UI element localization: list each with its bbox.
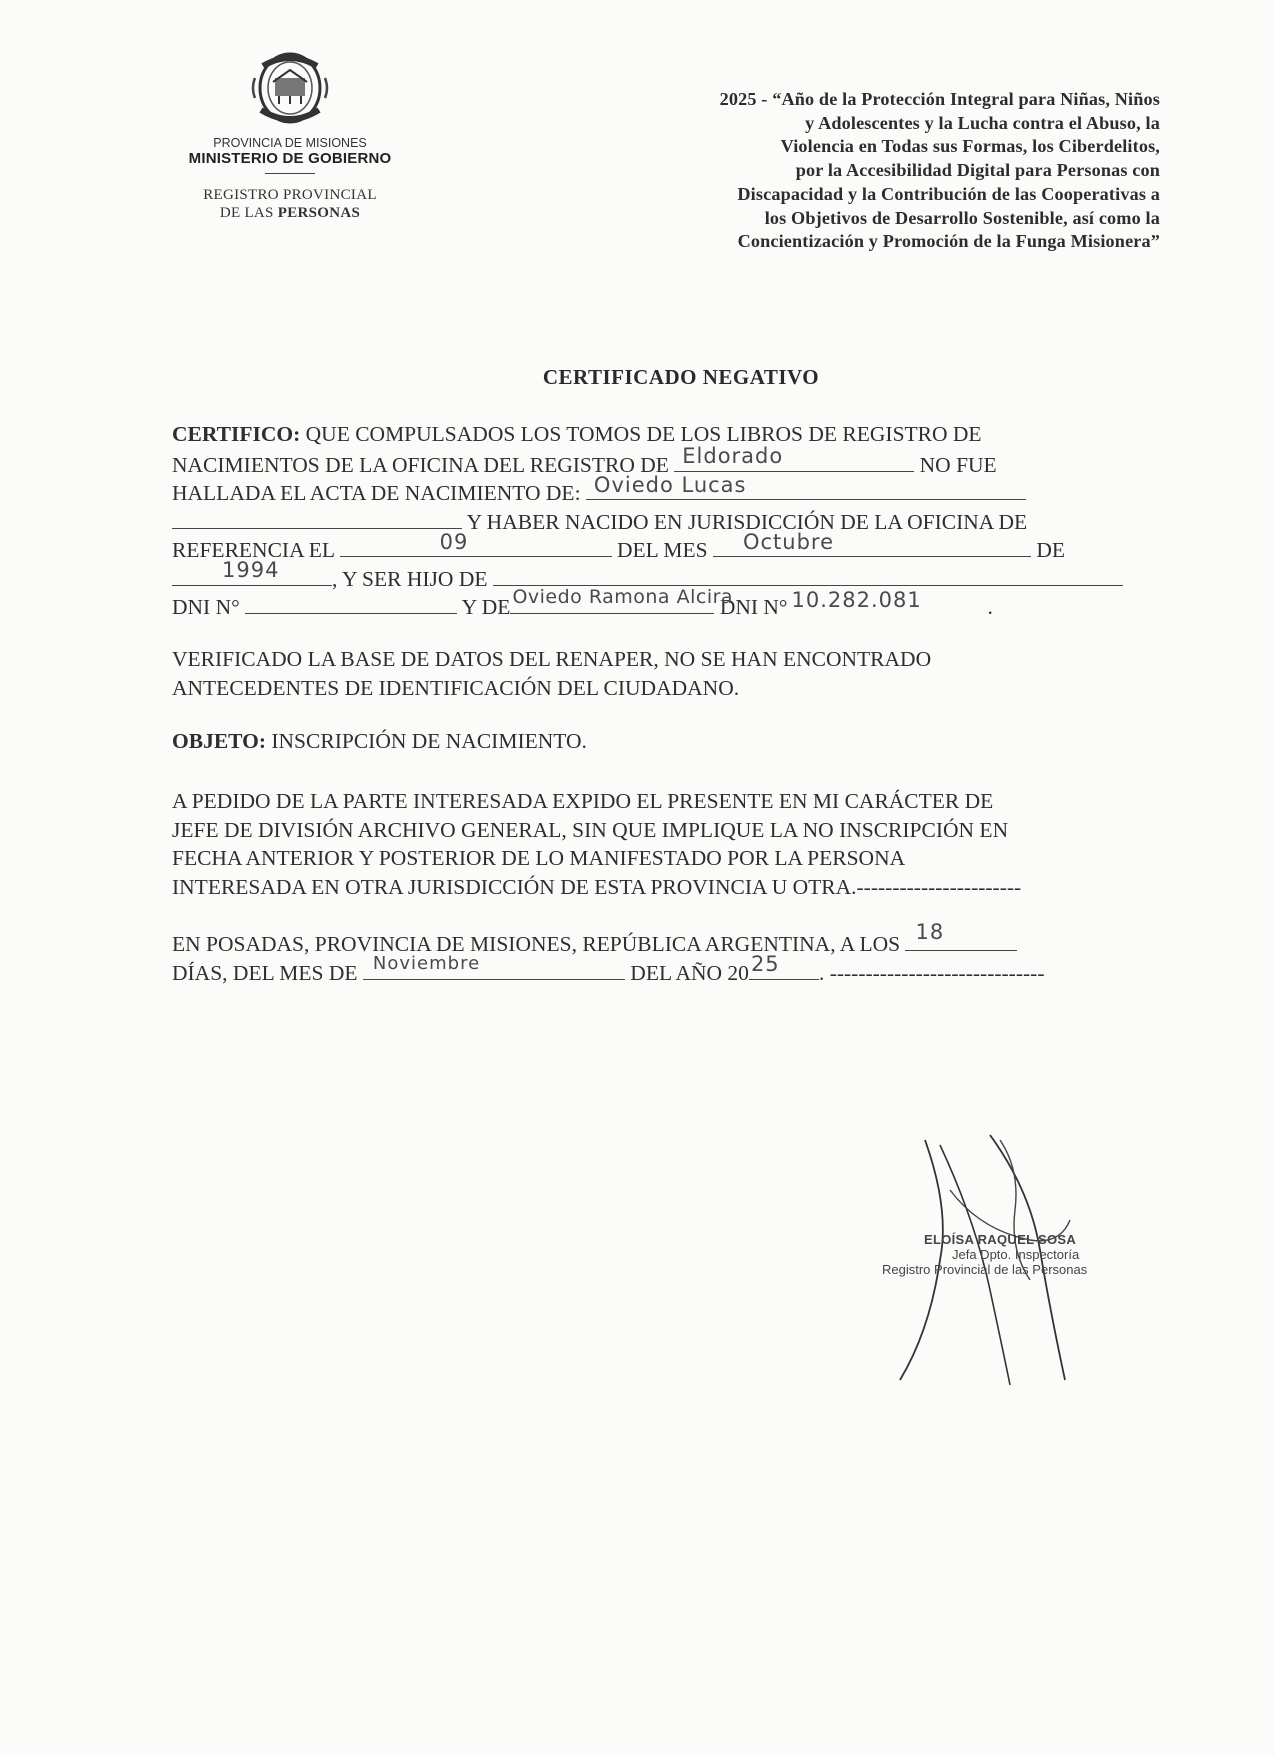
registry-line-2-prefix: DE LAS [219, 205, 274, 221]
certifico-text: NACIMIENTOS DE LA OFICINA DEL REGISTRO DE [172, 452, 669, 477]
motto-line: 2025 - “Año de la Protección Integral para Niñas, Niños [719, 89, 1160, 109]
objeto-block [172, 727, 1192, 756]
issue-year-field [749, 952, 819, 980]
date-text: DÍAS, DEL MES DE [172, 960, 358, 985]
certifico-text: DNI N° [719, 595, 788, 619]
birth-month-value: Octubre [742, 529, 834, 554]
pedido-line: A PEDIDO DE LA PARTE INTERESADA EXPIDO EL PRESENTE EN MI CARÁCTER DE [172, 789, 994, 813]
certifico-text: DEL MES [617, 538, 708, 562]
date-line-1 [172, 919, 1192, 957]
motto-line: y Adolescentes y la Lucha contra el Abuso, la [805, 112, 1160, 133]
registry-name [160, 186, 420, 222]
birth-day-value: 09 [439, 529, 469, 554]
mother-dni-field [788, 587, 988, 614]
person-name-field [586, 472, 1026, 500]
issue-month-value: Noviembre [372, 953, 481, 974]
birth-day-field [340, 529, 612, 557]
issue-month-field [363, 953, 625, 980]
certifico-text: HALLADA EL ACTA DE NACIMIENTO DE: [172, 481, 581, 505]
ministry-header [160, 48, 420, 222]
signature-stamp [882, 1232, 1087, 1277]
certifico-text: Y DE [461, 595, 511, 619]
issue-day-value: 18 [915, 919, 945, 944]
provincial-seal-icon [249, 48, 331, 128]
document-title: CERTIFICADO NEGATIVO [542, 365, 820, 389]
motto-line: Concientización y Promoción de la Funga Misionera” [737, 231, 1160, 252]
date-text: . ------------------------------ [818, 960, 1045, 985]
registry-office-value: Eldorado [682, 444, 784, 468]
certifico-text: , Y SER HIJO DE [332, 566, 488, 591]
renaper-line: ANTECEDENTES DE IDENTIFICACIÓN DEL CIUDADANO. [172, 675, 740, 700]
date-text: DEL AÑO 20 [630, 960, 749, 985]
mother-name-field [510, 585, 734, 614]
mother-name-value: Oviedo Ramona Alcira [512, 585, 734, 608]
objeto-text: INSCRIPCIÓN DE NACIMIENTO. [271, 729, 587, 753]
certifico-label: CERTIFICO: [172, 422, 301, 446]
person-name-value: Oviedo Lucas [593, 472, 747, 497]
pedido-line: FECHA ANTERIOR Y POSTERIOR DE LO MANIFESTADO POR LA PERSONA [172, 846, 906, 870]
certifico-line-4 [172, 506, 1192, 535]
renaper-block [172, 645, 1192, 702]
certifico-text: QUE COMPULSADOS LOS TOMOS DE LOS LIBROS DE REGISTRO DE [305, 422, 982, 446]
registry-line-2 [160, 204, 420, 222]
certifico-block [172, 420, 1192, 620]
mother-dni-value: 10.282.081 [791, 587, 922, 612]
motto-line: Discapacidad y la Contribución de las Cooperativas a [737, 183, 1160, 204]
registry-office-field [674, 444, 914, 472]
certifico-line-7 [172, 585, 1192, 620]
person-name-field-cont [172, 506, 462, 529]
ministry-province-label: PROVINCIA DE MISIONES [213, 136, 367, 150]
birth-month-field [713, 529, 1031, 557]
signatory-name: ELOÍSA RAQUEL SOSA [924, 1232, 1077, 1247]
date-text: EN POSADAS, PROVINCIA DE MISIONES, REPÚBLICA ARGENTINA, A LOS [172, 932, 901, 956]
certifico-line-3 [172, 472, 1192, 506]
issue-day-field [905, 919, 1017, 951]
objeto-line [172, 727, 1192, 756]
certifico-text: . [987, 595, 993, 619]
registry-line-1: REGISTRO PROVINCIAL [203, 187, 377, 203]
birth-year-value: 1994 [222, 558, 280, 582]
certifico-text: DE [1036, 538, 1065, 562]
pedido-line: JEFE DE DIVISIÓN ARCHIVO GENERAL, SIN QUE IMPLIQUE LA NO INSCRIPCIÓN EN [172, 817, 1009, 842]
registry-line-2-bold: PERSONAS [277, 205, 361, 221]
motto-line: los Objetivos de Desarrollo Sostenible, así como la [764, 207, 1160, 228]
ministry-divider [265, 173, 315, 174]
signatory-role: Jefa Dpto. Inspectoría [952, 1247, 1080, 1262]
objeto-label: OBJETO: [172, 729, 266, 753]
motto-line: Violencia en Todas sus Formas, los Ciberdelitos, [780, 136, 1160, 157]
date-line-2 [172, 952, 1192, 986]
certifico-text: NO FUE [919, 452, 997, 477]
pedido-block [172, 787, 1192, 901]
issue-year-value: 25 [750, 952, 780, 976]
motto-line: por la Accesibilidad Digital para Personas con [795, 160, 1160, 181]
year-motto [548, 88, 1160, 254]
birth-year-field [172, 558, 332, 586]
certifico-line-5 [172, 529, 1192, 563]
certifico-text: Y HABER NACIDO EN JURISDICCIÓN DE LA OFICINA DE [466, 509, 1028, 534]
signatory-registry: Registro Provincial de las Personas [882, 1262, 1088, 1277]
ministry-name-label: MINISTERIO DE GOBIERNO [188, 150, 392, 167]
date-block [172, 919, 1192, 985]
pedido-line: INTERESADA EN OTRA JURISDICCIÓN DE ESTA PROVINCIA U OTRA.----------------------- [172, 874, 1022, 899]
certifico-text: DNI N° [172, 595, 240, 619]
certifico-text: REFERENCIA EL [172, 538, 335, 562]
renaper-line: VERIFICADO LA BASE DE DATOS DEL RENAPER, NO SE HAN ENCONTRADO [172, 647, 932, 671]
father-dni-field [245, 591, 457, 614]
